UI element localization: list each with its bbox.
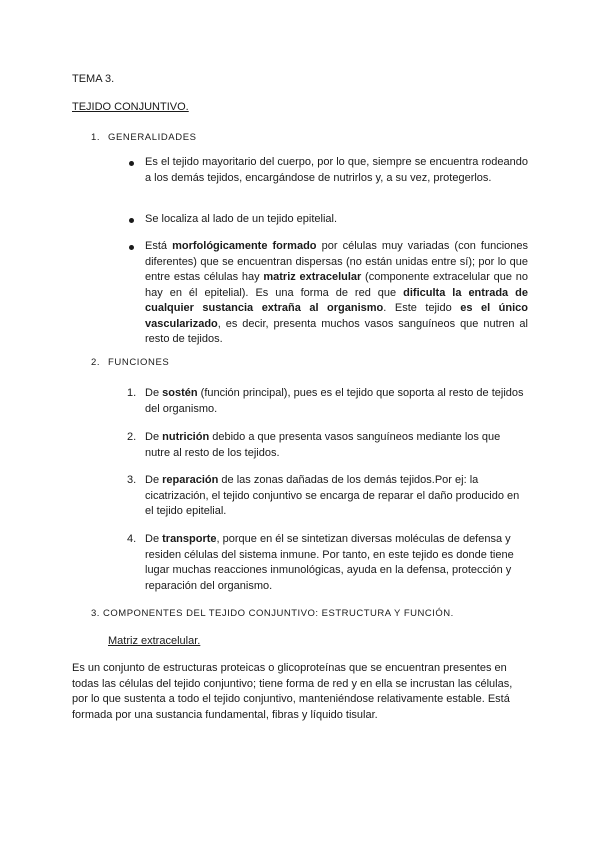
funcion-item-1 [145,386,530,417]
matriz-subheading: Matriz extracelular. [108,635,201,647]
keyword: reparación [162,474,219,486]
bullet-icon [129,161,134,166]
section-2-heading: FUNCIONES [108,357,170,368]
document-title: TEJIDO CONJUNTIVO. [72,101,189,113]
text-run: De [145,474,163,486]
list-number: 3. [127,474,137,486]
list-number: 4. [127,533,137,545]
keyword: sostén [162,387,198,399]
text-run: De [145,387,163,399]
section-1-heading: GENERALIDADES [108,132,197,143]
text-run: Está [145,240,173,252]
section-1-number: 1. [91,132,101,143]
funcion-item-2 [145,430,517,461]
keyword: nutrición [162,431,210,443]
keyword: dificulta la entrada de cualquier sustancia extraña al organismo [145,286,528,314]
keyword: morfológicamente formado [172,240,317,252]
matriz-paragraph: Es un conjunto de estructuras proteicas o glicoproteínas que se encuentran presentes en todas las células del tejido conjuntivo; tiene forma de red y en ella se incrustan las células, por lo que sustenta a todo el tejido conjuntivo, manteniéndose relativamente estable. Está formada por una sustancia fundamental, fibras y líquido tisular. [72,662,513,721]
text-run: , es decir, presenta muchos vasos sanguíneos que nutren al resto de tejidos. [145,317,528,345]
text-run: . Este tejido [383,302,461,314]
bullet-icon [129,245,134,250]
text-run: , porque en él se sintetizan diversas moléculas de defensa y residen células del sistema inmune. Por tanto, en este tejido es donde tiene lugar muchas reacciones inmunológicas, ayuda en la defensa, protección y reparación del organismo. [145,533,514,592]
keyword: matriz extracelular [263,271,362,283]
list-number: 2. [127,431,137,443]
funcion-item-3 [145,473,530,520]
funcion-item-4 [145,532,530,594]
tema-label: TEMA 3. [72,73,115,85]
text-run: De [145,431,163,443]
generalidades-bullet-1: Es el tejido mayoritario del cuerpo, por lo que, siempre se encuentra rodeando a los demás tejidos, encargándose de nutrirlos y, a su vez, protegerlos. [145,156,528,184]
text-run: de las zonas dañadas de los demás tejidos.Por ej: la cicatrización, el tejido conjuntivo se encarga de reparar el daño producido en el tejido epitelial. [145,474,520,517]
keyword: es el único vascularizado [145,302,528,330]
bullet-icon [129,218,134,223]
text-run: De [145,533,163,545]
list-number: 1. [127,387,137,399]
section-2-number: 2. [91,357,101,368]
text-run: (componente extracelular que no hay en él epitelial). Es una forma de red que [145,271,528,299]
generalidades-bullet-3 [145,239,528,348]
text-run: (función principal), pues es el tejido que soporta al resto de tejidos del organismo. [145,387,524,415]
text-run: por células muy variadas (con funciones diferentes) que se encuentran dispersas (no están unidas entre sí); por lo que entre estas células hay [145,240,528,283]
keyword: transporte [162,533,217,545]
generalidades-bullet-2: Se localiza al lado de un tejido epitelial. [145,213,338,225]
text-run: debido a que presenta vasos sanguíneos mediante los que nutre al resto de los tejidos. [145,431,501,459]
section-3-heading: 3. COMPONENTES DEL TEJIDO CONJUNTIVO: ESTRUCTURA Y FUNCIÓN. [91,608,454,619]
